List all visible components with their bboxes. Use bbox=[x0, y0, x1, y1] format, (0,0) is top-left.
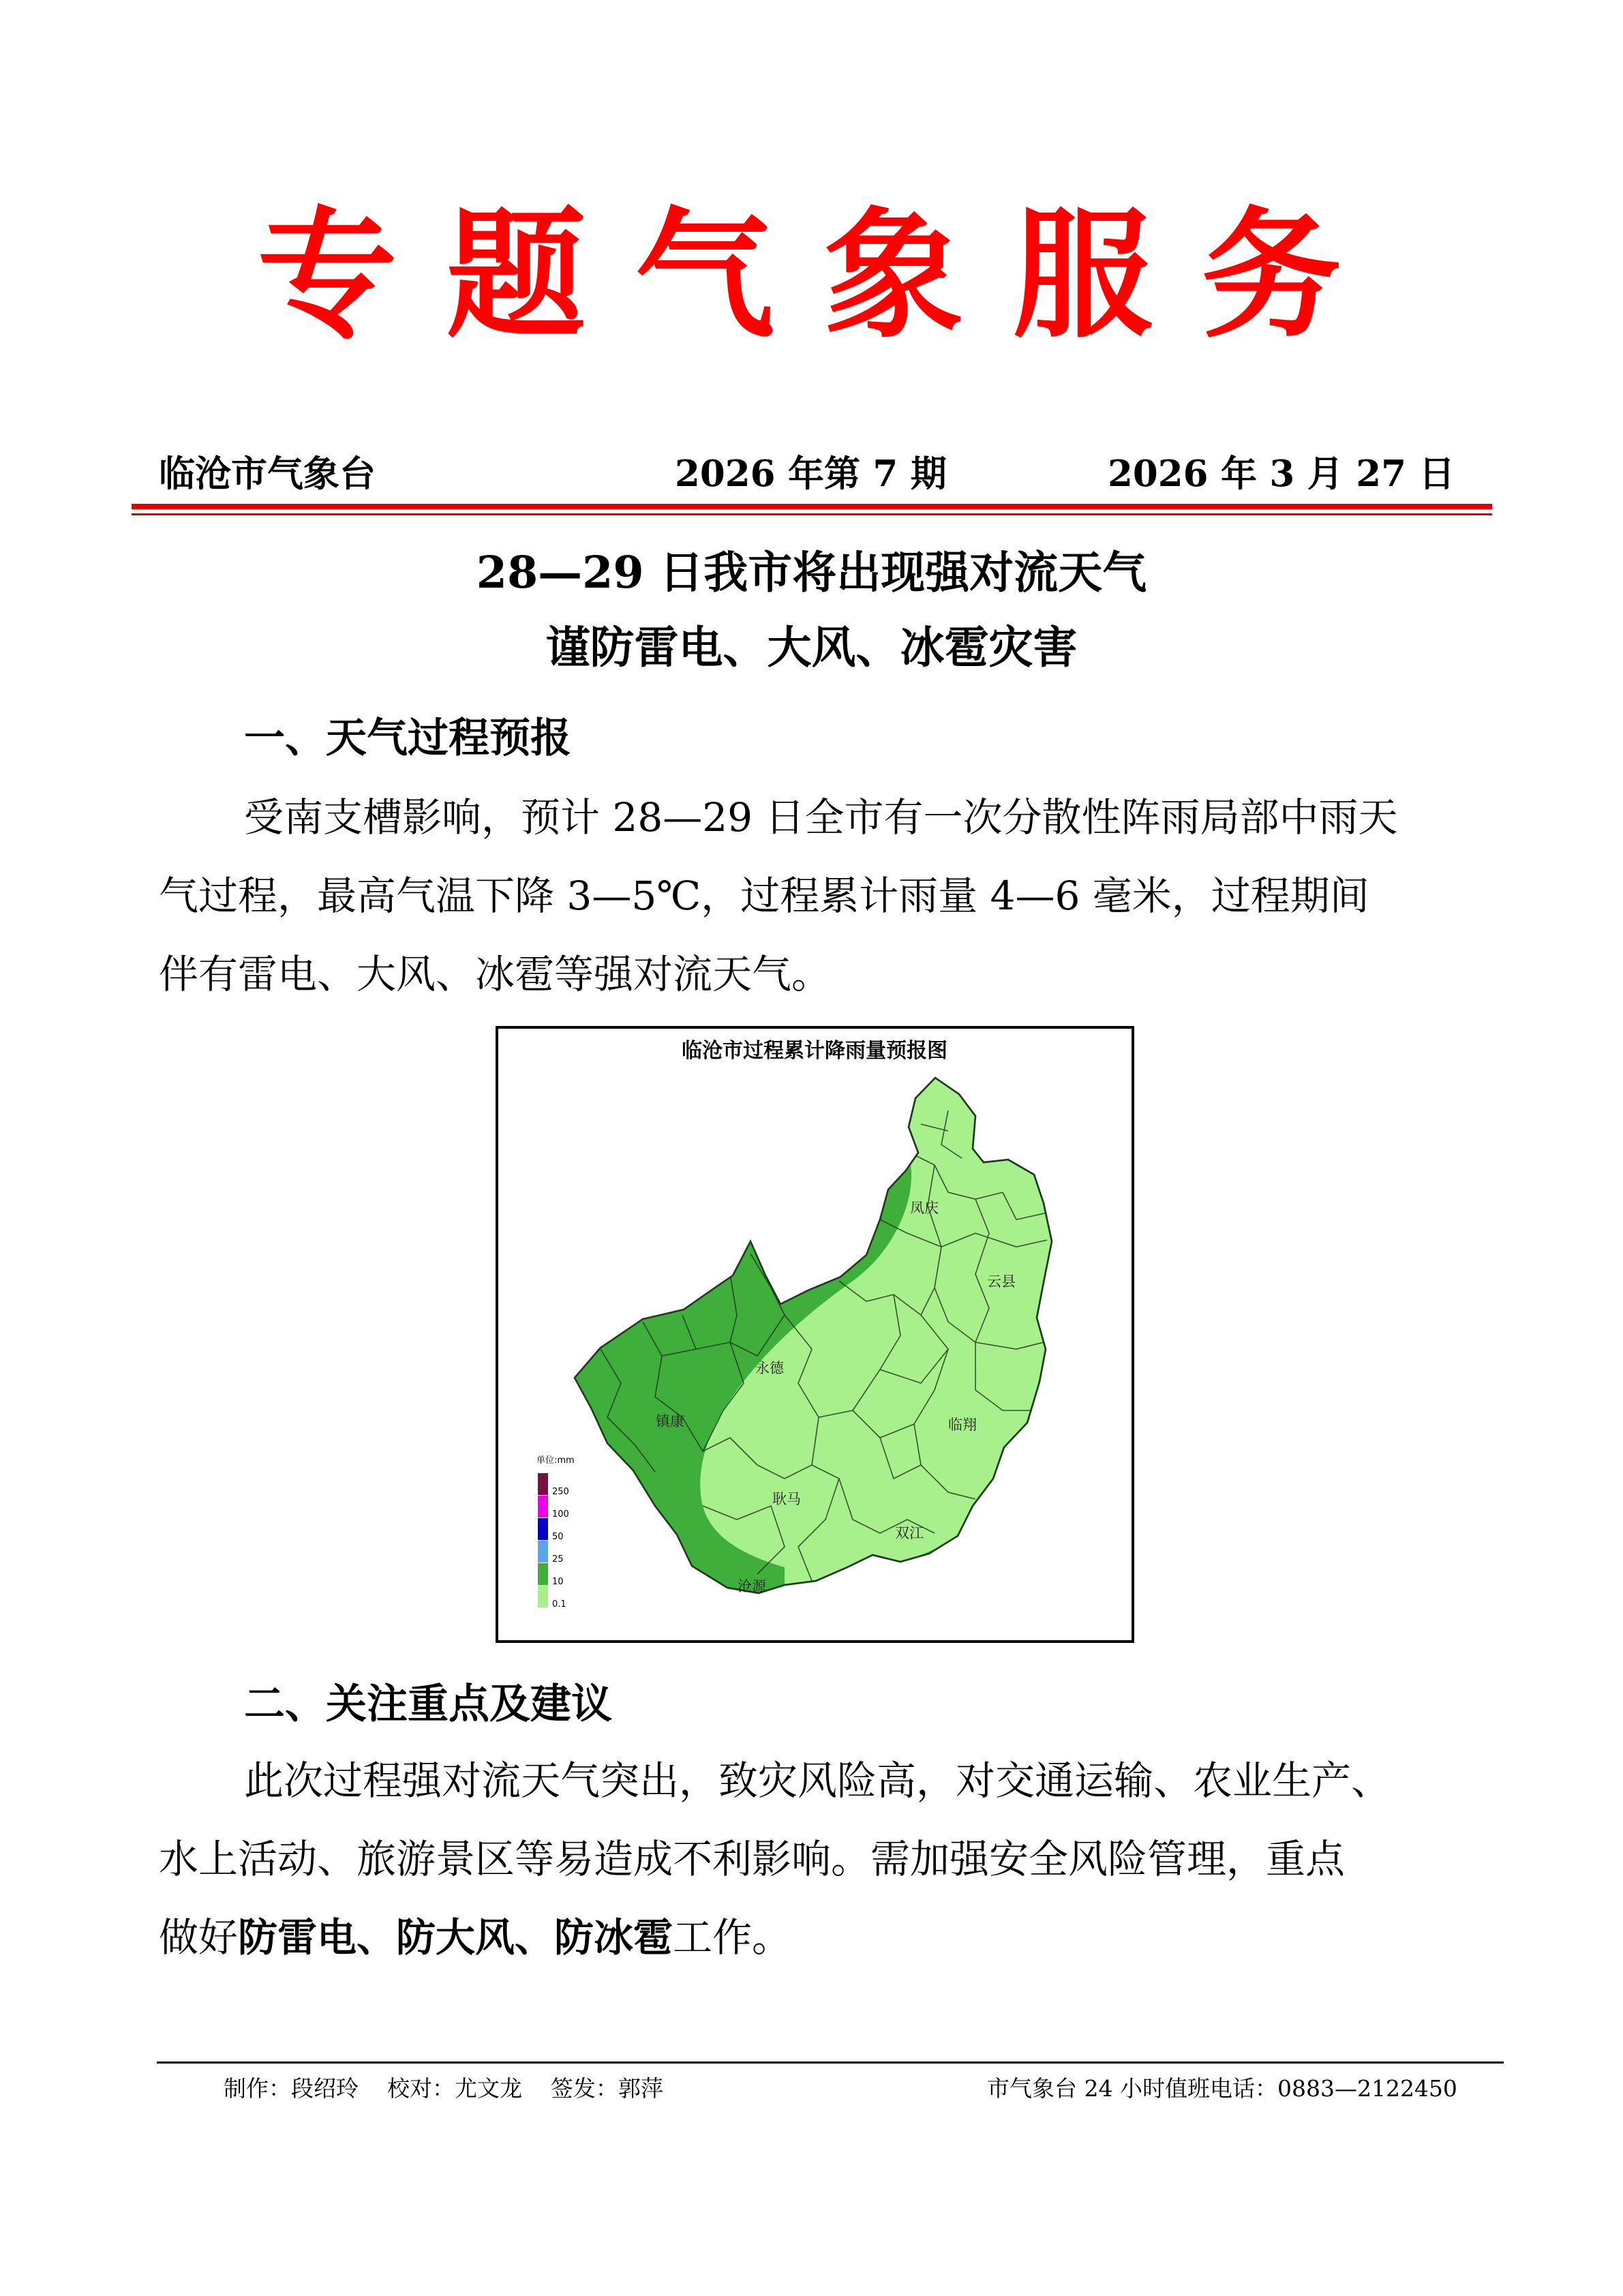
place-fengqing: 凤庆 bbox=[910, 1200, 939, 1216]
place-yunxian: 云县 bbox=[987, 1273, 1016, 1290]
place-yongde: 永德 bbox=[755, 1360, 784, 1376]
document-title-line2: 谨防雷电、大风、冰雹灾害 bbox=[545, 622, 1078, 674]
banner-title: 专题气象服务 bbox=[257, 195, 1391, 357]
section2-line: 水上活动、旅游景区等易造成不利影响。需加强安全风险管理，重点 bbox=[159, 1836, 1346, 1882]
legend-label: 100 bbox=[552, 1509, 569, 1520]
emphasis-protection: 防雷电、防大风、防冰雹 bbox=[238, 1914, 673, 1961]
legend-label: 0.1 bbox=[552, 1599, 566, 1610]
legend-unit: 单位:mm bbox=[536, 1455, 575, 1466]
legend-swatch bbox=[538, 1586, 548, 1607]
map-legend bbox=[536, 1455, 575, 1610]
map-title: 临沧市过程累计降雨量预报图 bbox=[682, 1039, 947, 1063]
section1-paragraph bbox=[159, 779, 1474, 1014]
legend-label: 50 bbox=[552, 1532, 564, 1542]
issue-number: 2026 年第 7 期 bbox=[675, 453, 947, 495]
footer-credits: 制作：段绍玲 校对：尤文龙 签发：郭萍 bbox=[224, 2075, 663, 2102]
legend-swatch bbox=[538, 1496, 548, 1517]
issue-date: 2026 年 3 月 27 日 bbox=[1108, 453, 1455, 495]
document-title-line1: 28—29 日我市将出现强对流天气 bbox=[476, 547, 1147, 599]
footer-hotline: 市气象台 24 小时值班电话：0883—2122450 bbox=[987, 2075, 1457, 2102]
section1-heading: 一、天气过程预报 bbox=[244, 714, 571, 762]
header-rule-thin bbox=[132, 513, 1492, 515]
section2-line: 做好防雷电、防大风、防冰雹工作。 bbox=[159, 1914, 792, 1961]
legend-swatch bbox=[538, 1563, 548, 1585]
rainfall-forecast-map bbox=[496, 1026, 1134, 1643]
legend-swatch bbox=[538, 1473, 548, 1495]
issuing-org: 临沧市气象台 bbox=[159, 453, 376, 495]
section2-heading: 二、关注重点及建议 bbox=[244, 1680, 612, 1728]
legend-label: 10 bbox=[552, 1577, 564, 1587]
footer-rule bbox=[157, 2061, 1504, 2064]
section2-line: 此次过程强对流天气突出，致灾风险高，对交通运输、农业生产、 bbox=[244, 1757, 1391, 1804]
section1-line: 气过程，最高气温下降 3—5℃，过程累计雨量 4—6 毫米，过程期间 bbox=[159, 873, 1369, 919]
section2-paragraph bbox=[159, 1742, 1474, 1977]
legend-label: 25 bbox=[552, 1554, 564, 1565]
place-shuangjiang: 双江 bbox=[895, 1525, 924, 1541]
place-zhenkang: 镇康 bbox=[656, 1413, 684, 1430]
legend-label: 250 bbox=[552, 1487, 569, 1497]
section1-line: 伴有雷电、大风、冰雹等强对流天气。 bbox=[159, 951, 832, 997]
legend-swatch bbox=[538, 1518, 548, 1540]
place-cangyuan: 沧源 bbox=[738, 1578, 766, 1595]
place-linxiang: 临翔 bbox=[948, 1417, 977, 1433]
header-rule-thick bbox=[132, 504, 1492, 509]
place-gengma: 耿马 bbox=[772, 1491, 801, 1507]
legend-swatch bbox=[538, 1541, 548, 1562]
section1-line: 受南支槽影响，预计 28—29 日全市有一次分散性阵雨局部中雨天 bbox=[244, 794, 1398, 841]
